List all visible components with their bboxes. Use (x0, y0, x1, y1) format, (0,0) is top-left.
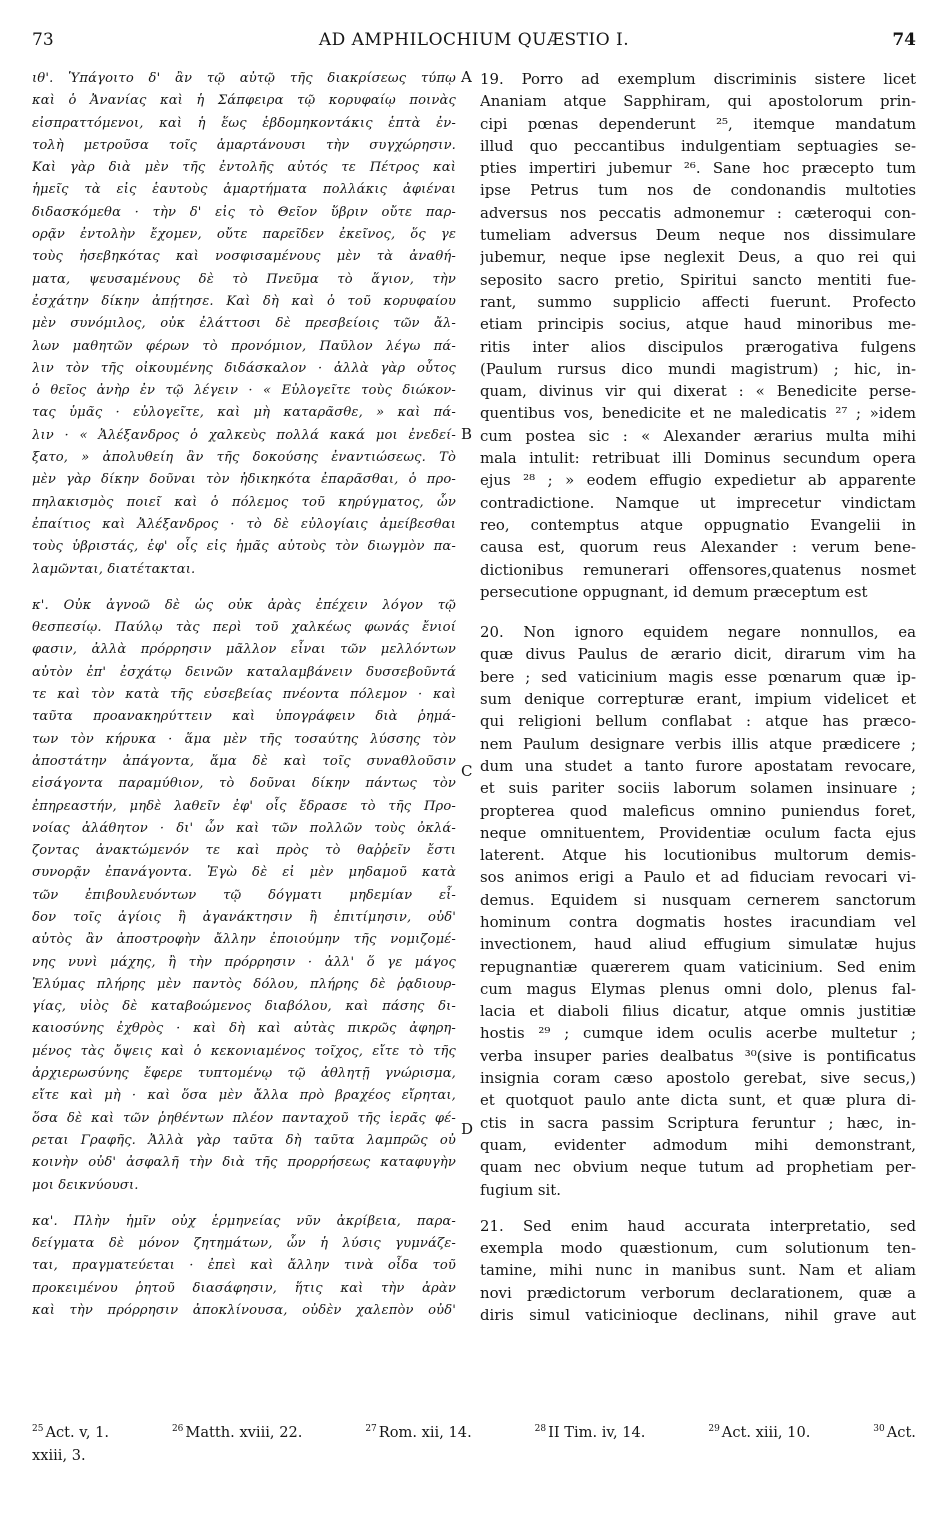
text-line: cum postea sic : « Alexander ærarius multa mihi (480, 426, 916, 445)
text-line: κ'. Οὐκ ἀγνοῶ δὲ ὡς οὐκ ἀρὰς ἐπέχειν λόγον τῷ (32, 597, 456, 613)
text-line: τε καὶ τὸν κατὰ τῆς εὐσεβείας πνέοντα πόλεμον · καὶ (32, 687, 456, 703)
text-line: καὶ τὴν πρόρρησιν ἀποκλίνουσα, οὐδὲν χαλεπὸν οὐδ' (32, 1303, 456, 1319)
text-line: τῶν ἐπιβουλευόντων τῷ δόγματι μηδεμίαν εἶ- (32, 887, 456, 903)
text-line: γίας, υἱὸς δὲ καταβοώμενος διαβόλου, καὶ πάσης δι- (32, 999, 456, 1015)
text-line: insignia coram cæso apostolo gerebat, sive secus,) (480, 1069, 916, 1088)
text-line: φασιν, ἀλλὰ πρόρρησιν μᾶλλον εἶναι τῶν μελλόντων (32, 642, 456, 658)
text-line: dictionibus remunerari offensores,quatenus nosmet (480, 560, 916, 579)
text-line: τοὺς ἠσεβηκότας καὶ νοσφισαμένους μὲν τὰ ἀναθή- (32, 249, 456, 265)
text-line: λων μαθητῶν φέρων τὸ προνόμιον, Παῦλον λέγω πά- (32, 338, 456, 354)
text-line: et suis pariter sociis laborum solamen insinuare ; (480, 779, 916, 798)
text-line: καιοσύνης ἐχθρὸς · καὶ δὴ καὶ αὐτὰς πικρῶς ἀφηρη- (32, 1021, 456, 1037)
text-line: dum una studet a tanto furore apostatam revocare, (480, 756, 916, 775)
footnotes (32, 1418, 916, 1467)
text-line: Καὶ γὰρ διὰ μὲν τῆς ἐντολῆς αὐτός τε Πέτρος καὶ (32, 160, 456, 176)
text-line: bere ; sed vaticinium magis esse pœnarum quæ ip- (480, 667, 916, 686)
text-line: sos animos erigi a Paulo et ad fiduciam revocari vi- (480, 868, 916, 887)
page-number-right: 74 (892, 30, 916, 50)
text-line: quam nec obvium neque tutum ad prophetiam per- (480, 1158, 916, 1177)
text-line: προκειμένου ῥητοῦ διασάφησιν, ἥτις καὶ τὴν ἀρὰν (32, 1280, 456, 1296)
greek-column (32, 68, 456, 1322)
text-line: Ananiam atque Sapphiram, qui apostolorum prin- (480, 92, 916, 111)
text-line: ritis inter alios discipulos prærogativa fulgens (480, 337, 916, 356)
text-line: rant, summo supplicio affecti fuerunt. Profecto (480, 292, 916, 311)
text-line: εἴτε καὶ μὴ · καὶ ὅσα μὲν ἄλλα πρὸ βραχέος εἴρηται, (32, 1088, 456, 1104)
text-line: ξατο, » ἀπολυθείη ἂν τῆς δοκούσης ἐναντιώσεως. Τὸ (32, 450, 456, 466)
latin-section-19 (480, 68, 916, 603)
text-line: ἐπηρεαστήν, μηδὲ λαθεῖν ἐφ' οἷς ἔδρασε τὸ τῆς Προ- (32, 798, 456, 814)
text-line: 20. Non ignoro equidem negare nonnullos, ea (480, 623, 916, 642)
text-line: τας ὑμᾶς · εὐλογεῖτε, καὶ μὴ καταρᾶσθε, » καὶ πά- (32, 405, 456, 421)
text-line: quentibus vos, benedicite et ne maledicatis ²⁷ ; »idem (480, 404, 916, 423)
text-line: καὶ ὁ Ἀνανίας καὶ ἡ Σάπφειρα τῷ κορυφαίῳ ποινὰς (32, 93, 456, 109)
text-line: invectionem, haud aliud effugium simulatæ hujus (480, 935, 916, 954)
text-line: mala intulit: retribuat illi Dominus secundum opera (480, 449, 916, 468)
text-line: fugium sit. (480, 1180, 561, 1199)
text-line: (Paulum rursus dico mundi magistrum) ; hic, in- (480, 359, 916, 378)
running-title: AD AMPHILOCHIUM QUÆSTIO I. (318, 30, 630, 50)
text-line: reo, contemptus atque oppugnatio Evangelii in (480, 515, 916, 534)
text-line: διδασκόμεθα · τὴν δ' εἰς τὸ Θεῖον ὕβριν οὔτε παρ- (32, 204, 456, 220)
text-line: demus. Equidem si nusquam cernerem sanctorum (480, 890, 916, 909)
latin-section-20 (480, 621, 916, 1201)
text-line: ὅσα δὲ καὶ τῶν ῥηθέντων πλέον πανταχοῦ τῆς ἱερᾶς φέ- (32, 1110, 456, 1126)
latin-column (480, 68, 916, 1326)
greek-section-19 (32, 68, 456, 581)
greek-section-20 (32, 595, 456, 1197)
text-line: illud quo peccantibus indulgentiam septuagies se- (480, 136, 916, 155)
text-line: δείγματα δὲ μόνον ζητημάτων, ὧν ἡ λύσις γυμνάζε- (32, 1236, 456, 1252)
footnote-29: $^{29}$ Act. xiii, 10. (708, 1423, 811, 1441)
text-line: quæ divus Paulus de ærario dicit, dirarum vim ha (480, 645, 916, 664)
text-line: 21. Sed enim haud accurata interpretatio, sed (480, 1216, 916, 1235)
text-line: quam, evidenter admodum mihi demonstrant, (480, 1135, 916, 1154)
text-line: hominum contra dogmatis hostes iracundiam vel (480, 912, 916, 931)
text-line: μοι δεικνύουσι. (32, 1177, 139, 1193)
text-line: λαμῶνται, διατέτακται. (32, 561, 196, 577)
margin-marker-d: D (461, 1120, 474, 1138)
text-line: ἡμεῖς τὰ εἰς ἑαυτοὺς ἁμαρτήματα πολλάκις ἀφιέναι (32, 182, 456, 198)
text-line: exempla modo quæstionum, cum solutionum ten- (480, 1239, 916, 1258)
text-line: θεσπεσίῳ. Παύλῳ τὰς περὶ τοῦ χαλκέως φωνάς ἔνιοί (32, 620, 456, 636)
text-line: μὲν συνόμιλος, οὐκ ἐλάττοσι δὲ πρεσβείοις τῶν ἄλ- (32, 316, 456, 332)
text-line: cum magus Elymas plenus omni dolo, plenus fal- (480, 979, 916, 998)
text-line: λιν · « Ἀλέξανδρος ὁ χαλκεὺς πολλά κακά μοι ἐνεδεί- (32, 427, 456, 443)
text-line: των τὸν κήρυκα · ἅμα μὲν τῆς τοσαύτης λύσσης τὸν (32, 731, 456, 747)
text-line: sum denique correpturæ erant, impium videlicet et (480, 690, 916, 709)
text-line: ipse Petrus tum nos de condonandis multoties (480, 181, 916, 200)
text-line: τολὴ μετροῦσα τοῖς ἁμαρτάνουσι τὴν συγχώρησιν. (32, 137, 456, 153)
text-line: ται, πραγματεύεται · ἐπεὶ καὶ ἄλλην τινὰ οἶδα τοῦ (32, 1258, 456, 1274)
text-line: τοὺς ὑβριστάς, ἐφ' οἷς εἰς ἡμᾶς αὐτοὺς τὸν διωγμὸν πα- (32, 539, 456, 555)
text-line: verba insuper paries dealbatus ³⁰(sive is pontificatus (480, 1046, 916, 1065)
text-line: λιν τὸν τῆς οἰκουμένης διδάσκαλον · ἀλλὰ γὰρ οὗτος (32, 360, 456, 376)
text-line: laterent. Atque his locutionibus multorum demis- (480, 846, 916, 865)
page-header (32, 30, 916, 60)
text-line: αὐτὸς ἂν ἀποστροφὴν ἄλλην ἐποιούμην τῆς νομιζομέ- (32, 932, 456, 948)
footnote-26: $^{26}$ Matth. xviii, 22. (171, 1423, 303, 1441)
text-line: persecutione oppugnant, id demum præceptum est (480, 582, 868, 601)
text-line: diris simul vaticinioque declinans, nihil grave aut (480, 1306, 916, 1325)
text-line: adversus nos peccatis admonemur : cæteroqui con- (480, 203, 916, 222)
text-line: ctis in sacra passim Scriptura feruntur ; hæc, in- (480, 1113, 916, 1132)
text-line: propterea quod maleficus omnino puniendus foret, (480, 801, 916, 820)
text-line: κα'. Πλὴν ἡμῖν οὐχ ἑρμηνείας νῦν ἀκρίβεια, παρα- (32, 1213, 456, 1229)
text-line: νης νυνὶ μάχης, ἢ τὴν πρόρρησιν · ἀλλ' ὅ γε μάγος (32, 954, 456, 970)
text-line: 19. Porro ad exemplum discriminis sistere licet (480, 70, 916, 88)
text-line: ὁ θεῖος ἀνὴρ ἐν τῷ λέγειν · « Εὐλογεῖτε τοὺς διώκον- (32, 383, 456, 399)
text-line: εἰσάγοντα παραμύθιον, τὸ δοῦναι δίκην πάντως τὸν (32, 776, 456, 792)
text-line: Ἐλύμας πλήρης μὲν παντὸς δόλου, πλήρης δὲ ῥᾳδιουρ- (32, 976, 456, 992)
text-line: ζοντας ἀνακτώμενόν τε καὶ πρὸς τὸ θαῤῥεῖν ἔστι (32, 843, 456, 859)
footnotes-row (32, 1418, 916, 1444)
text-line: etiam principis socius, atque haud minoribus me- (480, 315, 916, 334)
text-line: ejus ²⁸ ; » eodem effugio expedietur ab apparente (480, 471, 916, 490)
text-line: ιθ'. Ὑπάγοιτο δ' ἂν τῷ αὐτῷ τῆς διακρίσεως τύπῳ (32, 71, 456, 86)
text-line: repugnantiæ quærerem quam vaticinium. Sed enim (480, 957, 916, 976)
footnote-25: $^{25}$ Act. v, 1. (32, 1423, 110, 1441)
text-line: μένος τὰς ὄψεις καὶ ὁ κεκονιαμένος τοῖχος, εἴτε τὸ τῆς (32, 1043, 456, 1059)
text-line: ἐσχάτην δίκην ἀπῄτησε. Καὶ δὴ καὶ ὁ τοῦ κορυφαίου (32, 293, 456, 309)
footnote-28: $^{28}$ II Tim. iv, 14. (534, 1423, 646, 1441)
text-line: quam, divinus vir qui dixerat : « Benedicite perse- (480, 382, 916, 401)
text-line: et quotquot paulo ante dicta sunt, et quæ plura di- (480, 1091, 916, 1110)
text-line: causa est, quorum reus Alexander : verum bene- (480, 538, 916, 557)
text-line: cipi pœnas dependerunt ²⁵, itemque mandatum (480, 114, 916, 133)
text-line: qui religioni bellum conflabat : atque has præco- (480, 712, 916, 731)
text-line: ἐπαίτιος καὶ Ἀλέξανδρος · τὸ δὲ εὐλογίαις ἀμείβεσθαι (32, 516, 456, 532)
text-line: ταῦτα προανακηρύττειν καὶ ὑπογράφειν διὰ ῥημά- (32, 709, 456, 725)
text-line: ἀποστάτην ἀπάγοντα, ἅμα δὲ καὶ τοῖς συναθλοῦσιν (32, 753, 456, 769)
footnote-27: $^{27}$ Rom. xii, 14. (365, 1423, 472, 1441)
text-line: αὐτὸν ἐπ' ἐσχάτῳ δεινῶν καταλαμβάνειν δυσσεβοῦντά (32, 664, 456, 680)
text-line: δον τοῖς ἁγίοις ἢ ἀγανάκτησιν ἢ ἐπιτίμησιν, οὐδ' (32, 909, 456, 925)
text-line: συνορᾷν ἐπανάγοντα. Ἐγὼ δὲ εἰ μὲν μηδαμοῦ κατὰ (32, 865, 456, 881)
page-number-left: 73 (32, 30, 54, 50)
text-line: tumeliam adversus Deum neque nos dissimulare (480, 226, 916, 245)
text-line: hostis ²⁹ ; cumque idem oculis acerbe multetur ; (480, 1024, 916, 1043)
text-line: nem Paulum designare verbis illis atque prædicere ; (480, 734, 916, 753)
text-line: jubemur, neque ipse neglexit Deus, a quo rei qui (480, 248, 916, 267)
text-line: contradictione. Namque ut imprecetur vindictam (480, 493, 916, 512)
margin-marker-c: C (461, 762, 473, 780)
latin-section-21 (480, 1215, 916, 1326)
text-line: neque omnituentem, Providentiæ oculum facta ejus (480, 823, 916, 842)
text-line: μὲν γὰρ δίκην δοῦναι τὸν ἠδικηκότα ἐπαρᾶσθαι, ὁ προ- (32, 472, 456, 488)
text-line: ρεται Γραφῆς. Ἀλλὰ γὰρ ταῦτα δὴ ταῦτα λαμπρῶς οὐ (32, 1132, 456, 1148)
text-line: νοίας ἀλάθητον · δι' ὧν καὶ τῶν πολλῶν τοὺς ὀκλά- (32, 820, 456, 836)
text-line: pties impertiri jubemur ²⁶. Sane hoc præcepto tum (480, 159, 916, 178)
footnote-30: $^{30}$ Act. (873, 1423, 916, 1441)
text-line: tamine, mihi nunc in manibus sunt. Nam et aliam (480, 1261, 916, 1280)
text-line: ματα, ψευσαμένους δὲ τὸ Πνεῦμα τὸ ἅγιον, τὴν (32, 271, 456, 287)
text-line: πηλακισμὸς ποιεῖ καὶ ὁ πόλεμος τοῦ κηρύγματος, ὧν (32, 494, 456, 510)
text-line: lacia et diaboli filius dicatur, atque omnis justitiæ (480, 1002, 916, 1021)
text-line: novi prædictorum verborum declarationem, quæ a (480, 1283, 916, 1302)
margin-marker-b: B (461, 425, 473, 443)
text-line: κοινὴν οὐδ' ἀσφαλῆ τὴν διὰ τῆς προρρήσεως καταφυγὴν (32, 1155, 456, 1171)
text-line: εἰσπραττόμενοι, καὶ ἡ ἕως ἑβδομηκοντάκις ἑπτὰ ἐν- (32, 115, 456, 131)
text-line: ἀρχιερωσύνης ἔφερε τυπτομένῳ τῷ ἀθλητῇ γνώρισμα, (32, 1066, 456, 1082)
text-line: ορᾷν ἐντολὴν ἔχομεν, οὔτε παρεῖδεν ἐκεῖνος, ὅς γε (32, 227, 456, 243)
text-line: seposito sacro pretio, Spiritui sancto mentiti fue- (480, 270, 916, 289)
margin-marker-a: A (461, 68, 472, 86)
footnote-continuation: xxiii, 3. (32, 1446, 86, 1464)
greek-section-21 (32, 1211, 456, 1322)
